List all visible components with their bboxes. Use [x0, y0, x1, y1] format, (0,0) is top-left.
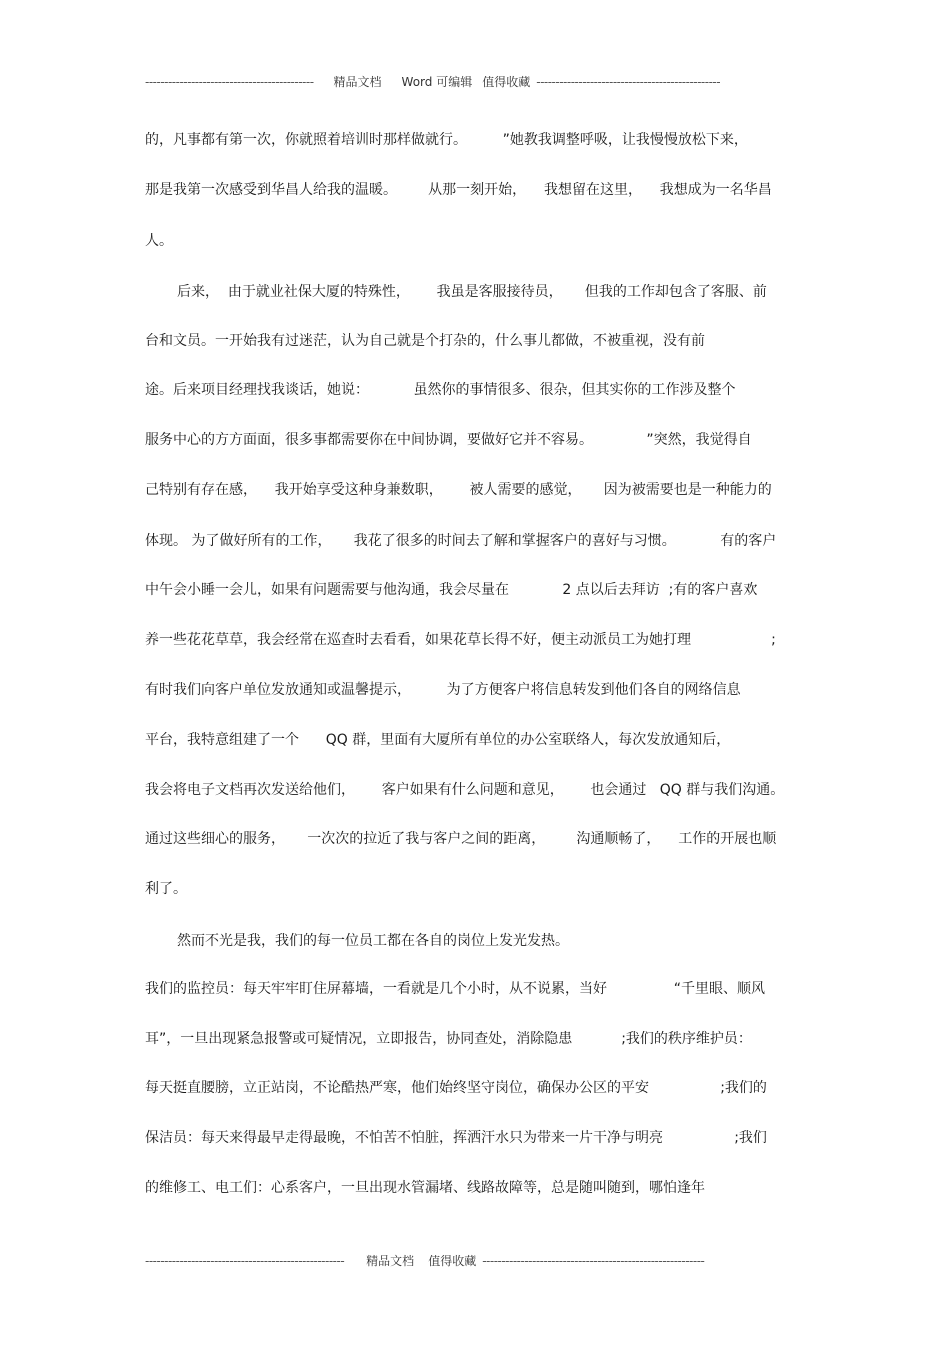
body-line-9: 体现。 为了做好所有的工作， 我花了很多的时间去了解和掌握客户的喜好与习惯。 有的客户	[145, 533, 777, 549]
body-line-4: 后来， 由于就业社保大厦的特殊性， 我虽是客服接待员， 但我的工作却包含了客服、前	[177, 284, 767, 300]
header-dash-left: --------------------------------------------	[145, 75, 314, 89]
body-line-11: 养一些花花草草，我会经常在巡查时去看看，如果花草长得不好，便主动派员工为她打理 ;	[145, 632, 776, 648]
body-line-7: 服务中心的方方面面，很多事都需要你在中间协调，要做好它并不容易。 ”突然，我觉得自	[145, 432, 752, 448]
body-line-14: 我会将电子文档再次发送给他们， 客户如果有什么问题和意见， 也会通过 QQ 群与我们沟通。	[145, 782, 785, 798]
body-line-15: 通过这些细心的服务， 一次次的拉近了我与客户之间的距离， 沟通顺畅了， 工作的开展也顺	[145, 831, 777, 847]
body-line-3: 人。	[145, 233, 173, 249]
footer-dash-left: ----------------------------------------------------	[145, 1254, 345, 1268]
body-line-20: 每天挺直腰膀，立正站岗，不论酷热严寒，他们始终坚守岗位，确保办公区的平安 ;我们的	[145, 1080, 767, 1096]
body-line-6: 途。后来项目经理找我谈话，她说： 虽然你的事情很多、很杂，但其实你的工作涉及整个	[145, 382, 736, 398]
body-line-12: 有时我们向客户单位发放通知或温馨提示， 为了方便客户将信息转发到他们各自的网络信息	[145, 682, 741, 698]
body-line-22: 的维修工、电工们：心系客户，一旦出现水管漏堵、线路故障等，总是随叫随到，哪怕逢年	[145, 1180, 705, 1196]
body-line-18: 我们的监控员：每天牢牢盯住屏幕墙，一看就是几个小时，从不说累，当好 “千里眼、顺风	[145, 981, 766, 997]
header-dash-right: ------------------------------------------------	[536, 75, 721, 89]
footer-label-quality: 精品文档	[366, 1254, 415, 1268]
header-label-quality: 精品文档	[333, 75, 382, 89]
body-line-1: 的，凡事都有第一次，你就照着培训时那样做就行。 ”她教我调整呼吸，让我慢慢放松下来，	[145, 132, 748, 148]
page-footer	[145, 1252, 704, 1269]
header-label-collect: 值得收藏	[482, 75, 531, 89]
body-line-2: 那是我第一次感受到华昌人给我的温暖。 从那一刻开始， 我想留在这里， 我想成为一名华昌	[145, 182, 772, 198]
page-header	[145, 73, 720, 90]
footer-label-collect: 值得收藏	[428, 1254, 477, 1268]
body-line-8: 己特别有存在感， 我开始享受这种身兼数职， 被人需要的感觉， 因为被需要也是一种能力的	[145, 482, 772, 498]
header-label-editable: Word 可编辑	[401, 75, 473, 89]
body-line-21: 保洁员：每天来得最早走得最晚，不怕苦不怕脏，挥洒汗水只为带来一片干净与明亮 ;我们	[145, 1130, 767, 1146]
body-line-17: 然而不光是我，我们的每一位员工都在各自的岗位上发光发热。	[177, 933, 569, 949]
body-line-16: 利了。	[145, 881, 187, 897]
body-line-5: 台和文员。一开始我有过迷茫，认为自己就是个打杂的，什么事儿都做，不被重视，没有前	[145, 333, 705, 349]
body-line-10: 中午会小睡一会儿，如果有问题需要与他沟通，我会尽量在 2 点以后去拜访 ;有的客户喜欢	[145, 582, 758, 598]
body-line-19: 耳”，一旦出现紧急报警或可疑情况，立即报告，协同查处，消除隐患 ;我们的秩序维护员：	[145, 1031, 752, 1047]
body-line-13: 平台，我特意组建了一个 QQ 群，里面有大厦所有单位的办公室联络人，每次发放通知后，	[145, 732, 731, 748]
footer-dash-right: ----------------------------------------------------------	[482, 1254, 705, 1268]
